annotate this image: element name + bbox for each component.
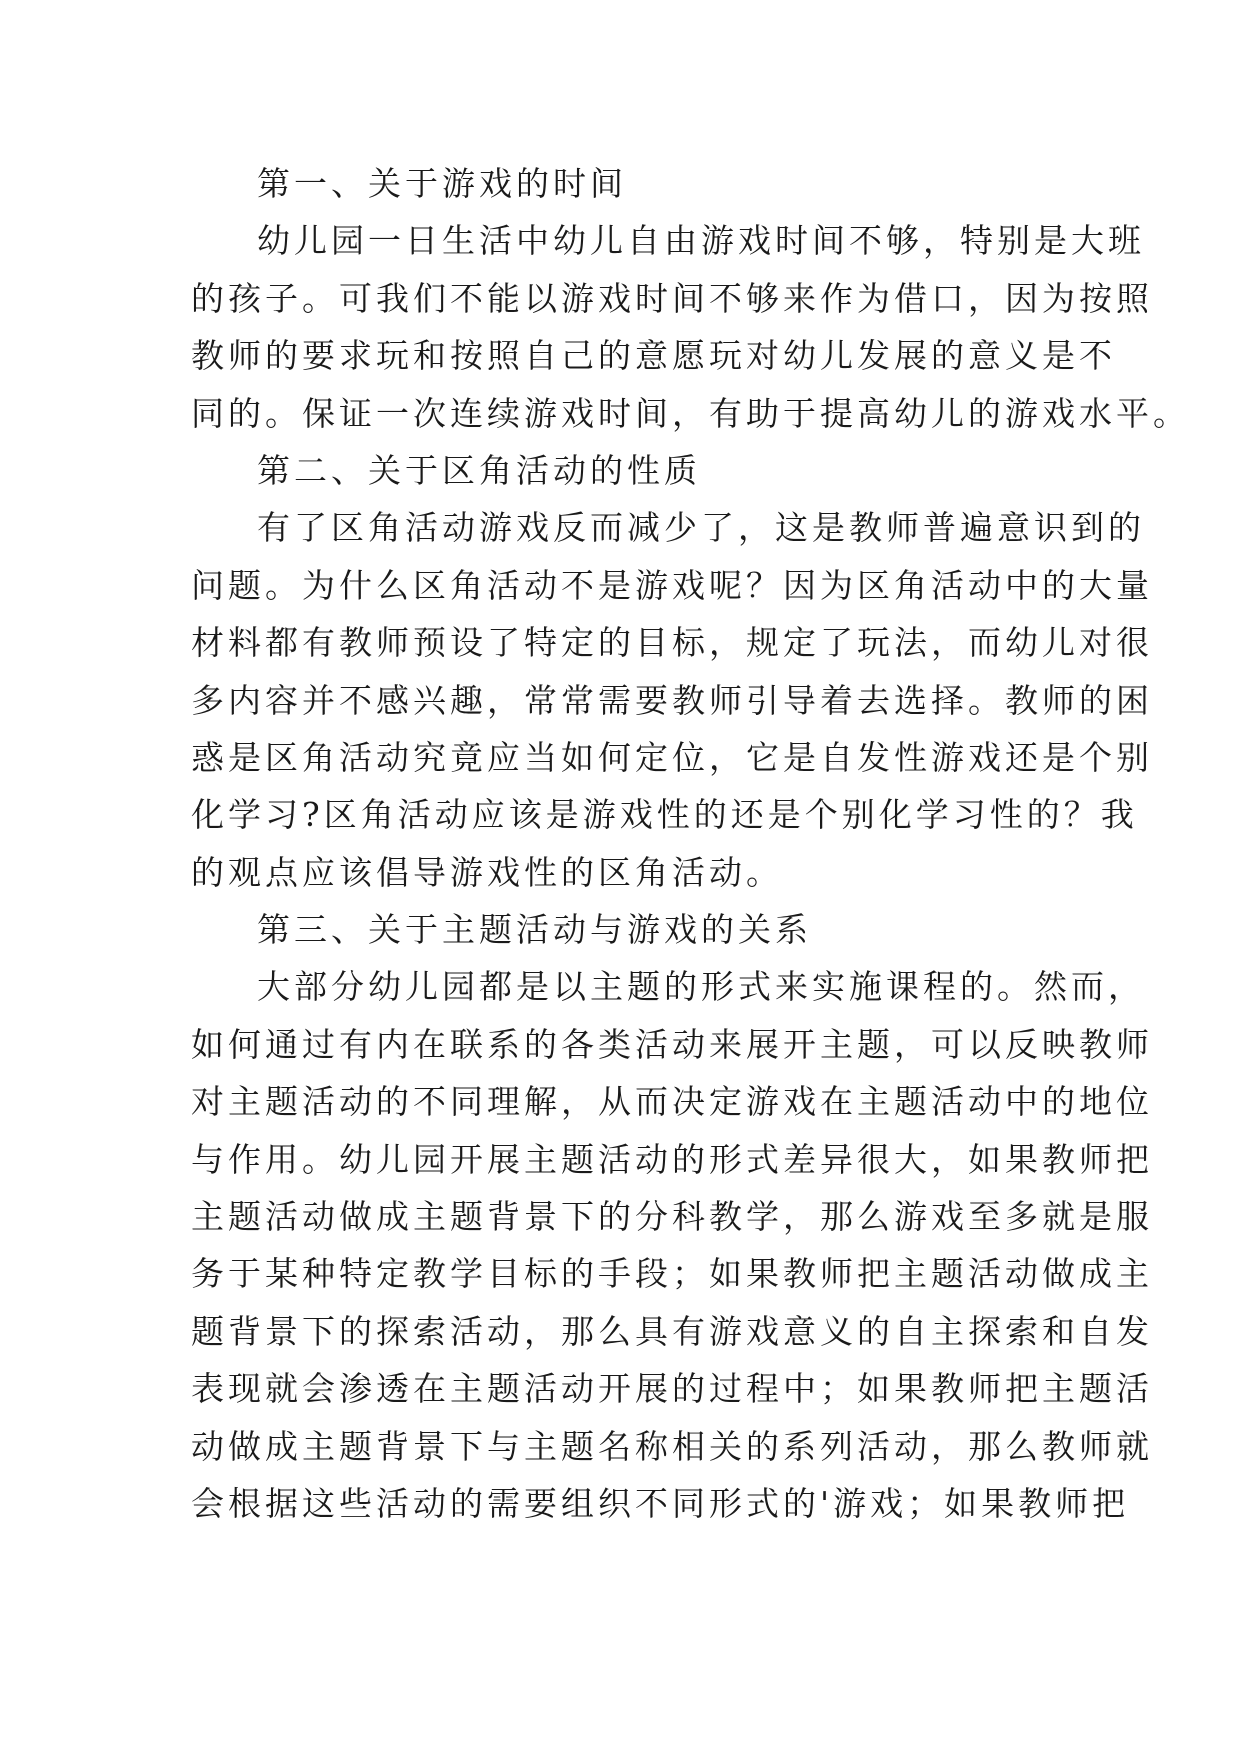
paragraph-line: 惑是区角活动究竟应当如何定位，它是自发性游戏还是个别 bbox=[191, 737, 1153, 777]
paragraph-line: 如何通过有内在联系的各类活动来展开主题，可以反映教师 bbox=[191, 1024, 1153, 1064]
paragraph-line: 会根据这些活动的需要组织不同形式的'游戏；如果教师把 bbox=[191, 1483, 1130, 1523]
paragraph-line: 题背景下的探索活动，那么具有游戏意义的自主探索和自发 bbox=[191, 1311, 1153, 1351]
paragraph-line: 表现就会渗透在主题活动开展的过程中；如果教师把主题活 bbox=[191, 1369, 1153, 1409]
paragraph-line: 动做成主题背景下与主题名称相关的系列活动，那么教师就 bbox=[191, 1426, 1153, 1466]
document-body bbox=[191, 155, 1190, 1532]
paragraph-line: 化学习?区角活动应该是游戏性的还是个别化学习性的？我 bbox=[191, 795, 1138, 835]
paragraph-line: 的孩子。可我们不能以游戏时间不够来作为借口，因为按照 bbox=[191, 278, 1153, 318]
section-heading: 第三、关于主题活动与游戏的关系 bbox=[257, 910, 812, 950]
section-heading: 第二、关于区角活动的性质 bbox=[257, 450, 701, 490]
section-heading: 第一、关于游戏的时间 bbox=[257, 164, 627, 203]
paragraph-line: 与作用。幼儿园开展主题活动的形式差异很大，如果教师把 bbox=[191, 1139, 1153, 1179]
paragraph-line: 对主题活动的不同理解，从而决定游戏在主题活动中的地位 bbox=[191, 1082, 1153, 1122]
paragraph-line: 主题活动做成主题背景下的分科教学，那么游戏至多就是服 bbox=[191, 1197, 1153, 1237]
paragraph-line: 多内容并不感兴趣，常常需要教师引导着去选择。教师的困 bbox=[191, 680, 1153, 720]
paragraph-line: 幼儿园一日生活中幼儿自由游戏时间不够，特别是大班 bbox=[257, 221, 1145, 261]
paragraph-line: 务于某种特定教学目标的手段；如果教师把主题活动做成主 bbox=[191, 1254, 1153, 1294]
paragraph-line: 同的。保证一次连续游戏时间，有助于提高幼儿的游戏水平。 bbox=[191, 393, 1190, 433]
paragraph-line: 材料都有教师预设了特定的目标，规定了玩法，而幼儿对很 bbox=[191, 623, 1153, 663]
paragraph-line: 教师的要求玩和按照自己的意愿玩对幼儿发展的意义是不 bbox=[191, 336, 1116, 376]
paragraph-line: 的观点应该倡导游戏性的区角活动。 bbox=[191, 852, 783, 892]
paragraph-line: 有了区角活动游戏反而减少了，这是教师普遍意识到的 bbox=[257, 508, 1145, 548]
paragraph-line: 大部分幼儿园都是以主题的形式来实施课程的。然而， bbox=[257, 967, 1145, 1007]
paragraph-line: 问题。为什么区角活动不是游戏呢？因为区角活动中的大量 bbox=[191, 565, 1153, 605]
